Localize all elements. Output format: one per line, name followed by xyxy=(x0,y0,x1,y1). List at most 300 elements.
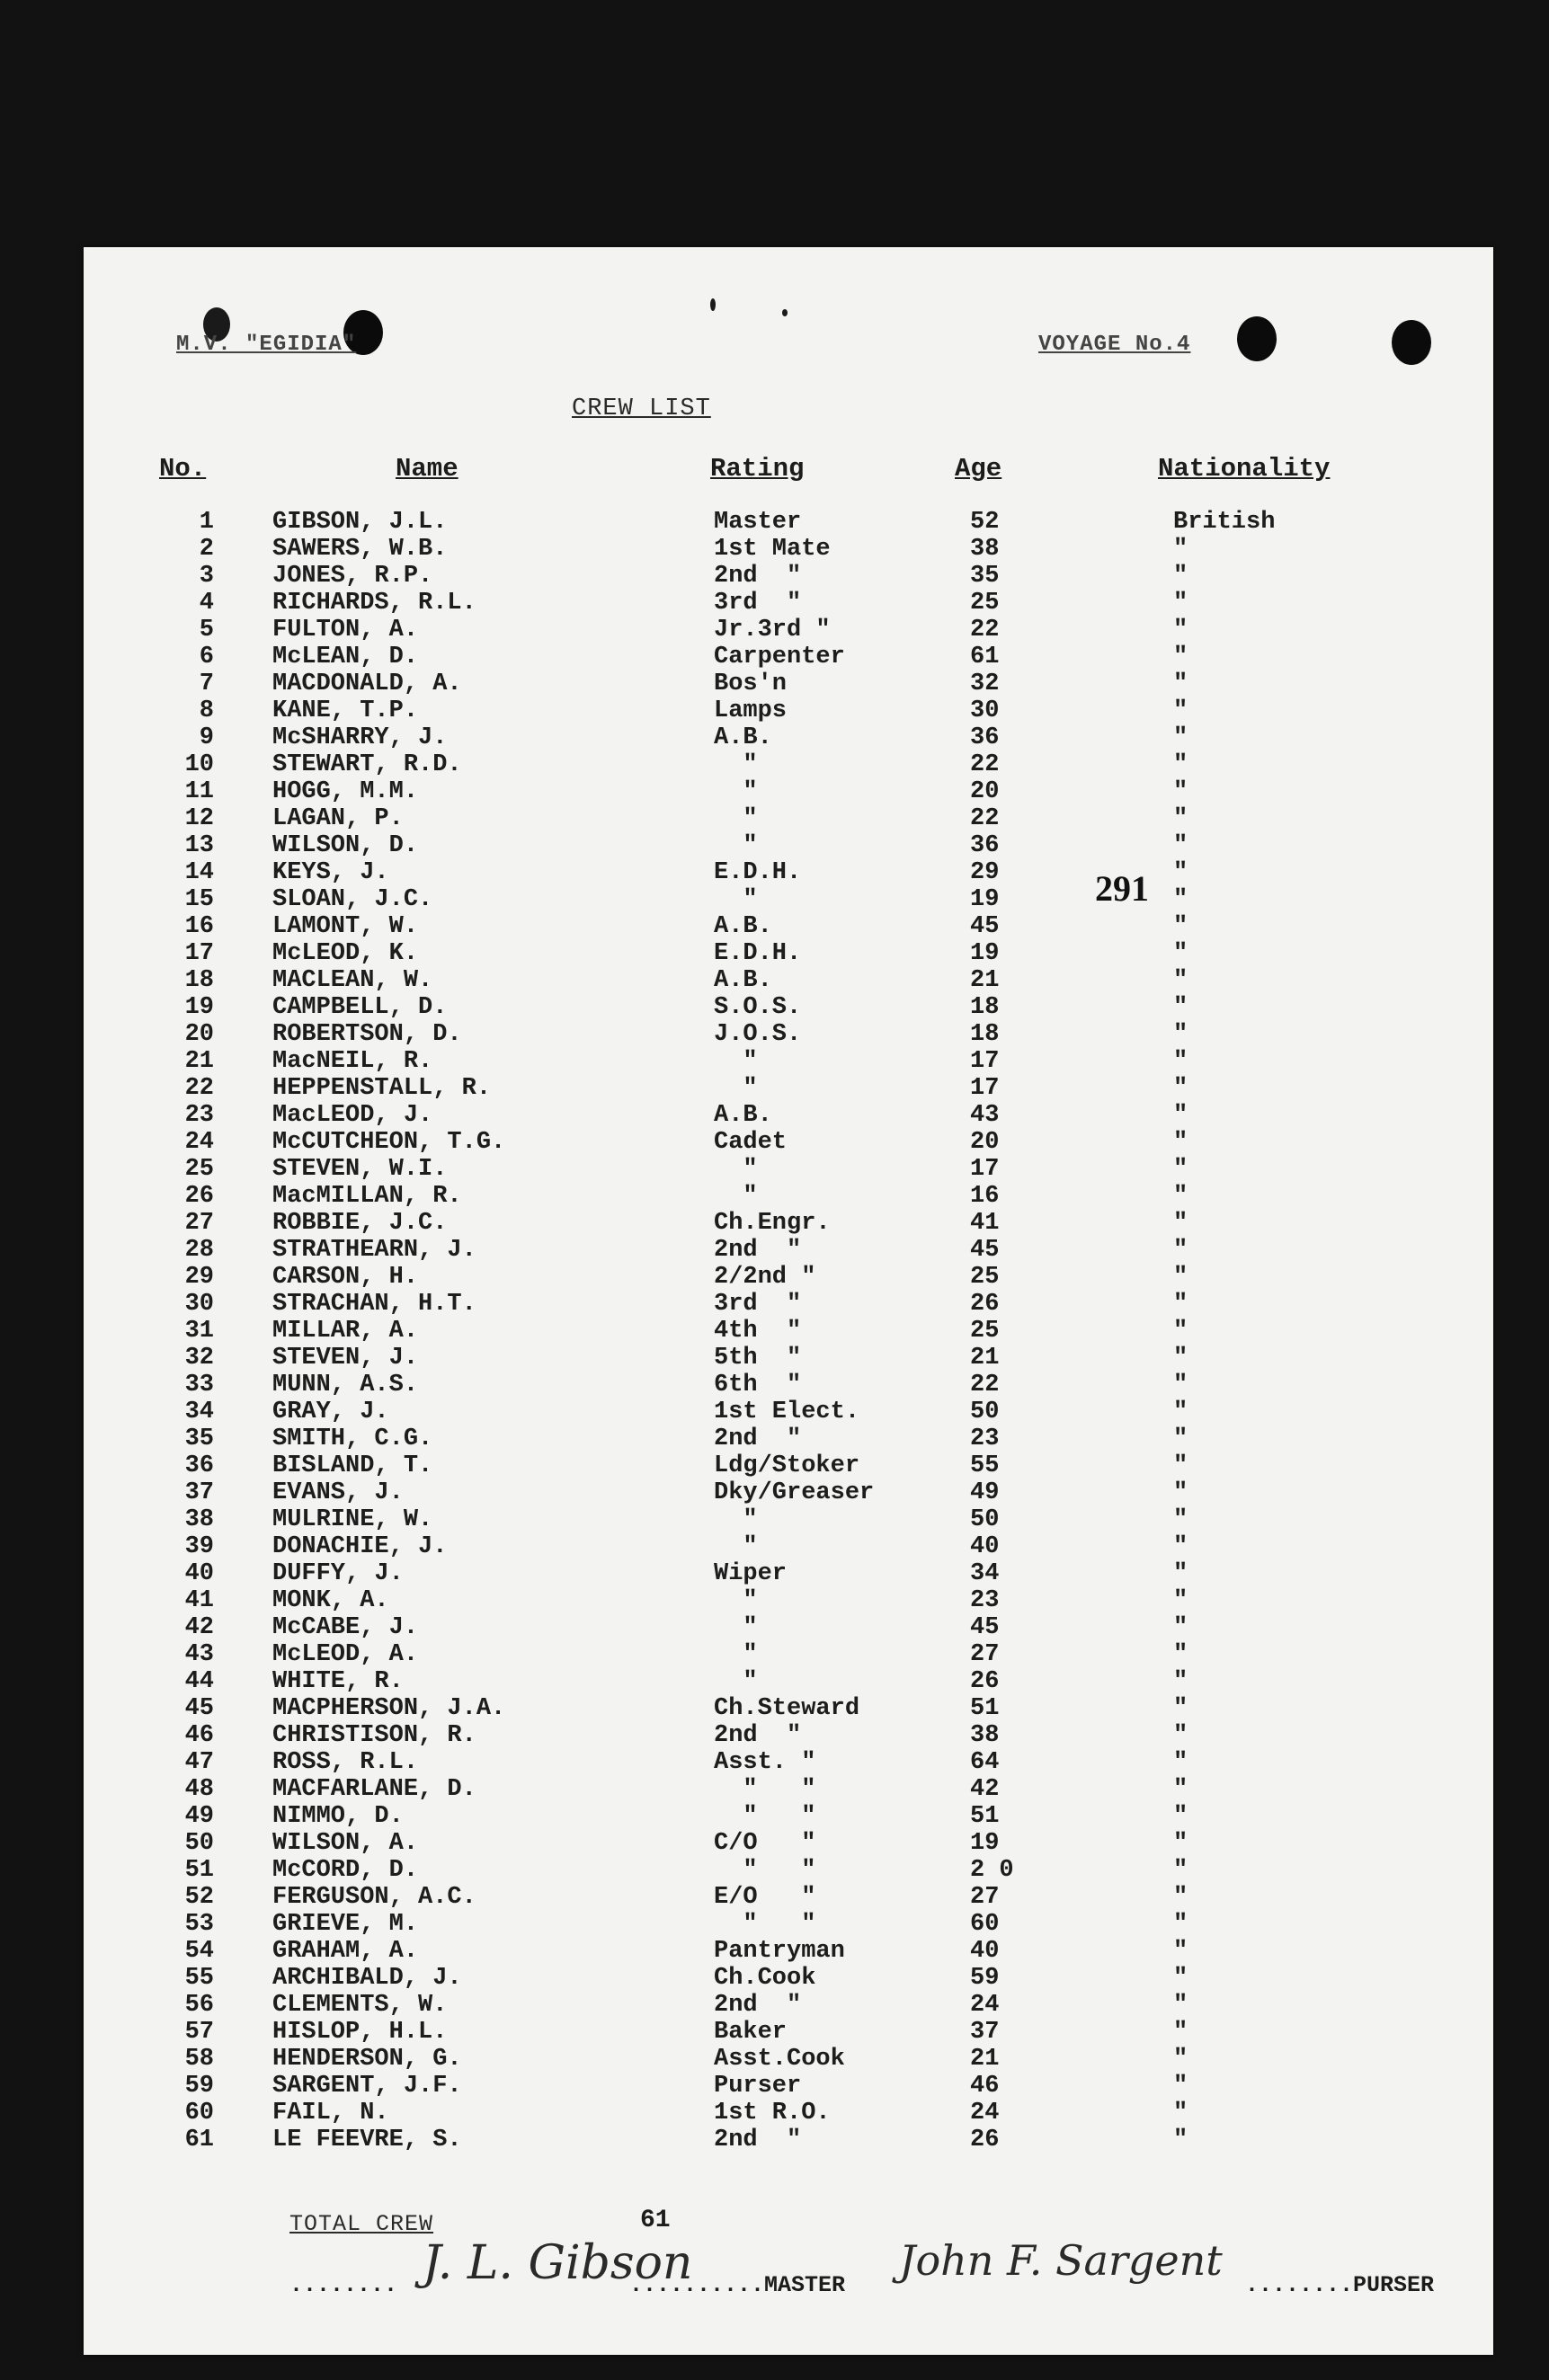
crew-name: MacMILLAN, R. xyxy=(272,1183,462,1210)
crew-age: 43 xyxy=(970,1102,1000,1129)
crew-age: 19 xyxy=(970,886,1000,913)
crew-rating: " xyxy=(714,1506,758,1533)
crew-nationality: " xyxy=(1173,1129,1188,1156)
table-row xyxy=(0,1399,1549,1425)
crew-name: SAWERS, W.B. xyxy=(272,536,448,563)
crew-no: 50 xyxy=(184,1830,214,1857)
table-row xyxy=(0,1183,1549,1210)
table-row xyxy=(0,2127,1549,2154)
table-row xyxy=(0,2019,1549,2046)
crew-nationality: " xyxy=(1173,805,1188,832)
crew-rating: 5th " xyxy=(714,1345,802,1372)
column-header-age: Age xyxy=(955,454,1002,484)
crew-nationality: " xyxy=(1173,563,1188,590)
crew-no: 37 xyxy=(184,1479,214,1506)
crew-no: 8 xyxy=(199,697,214,724)
crew-no: 22 xyxy=(184,1075,214,1102)
crew-name: McCORD, D. xyxy=(272,1857,419,1884)
column-header-name: Name xyxy=(396,454,458,484)
crew-name: CARSON, H. xyxy=(272,1264,419,1291)
crew-age: 36 xyxy=(970,832,1000,859)
table-row xyxy=(0,967,1549,994)
column-header-rating: Rating xyxy=(710,454,805,484)
crew-name: GIBSON, J.L. xyxy=(272,509,448,536)
ink-speck xyxy=(782,309,788,316)
crew-age: 19 xyxy=(970,1830,1000,1857)
table-row xyxy=(0,1803,1549,1830)
crew-name: STEWART, R.D. xyxy=(272,751,462,778)
crew-rating: Ch.Engr. xyxy=(714,1210,831,1237)
crew-no: 5 xyxy=(199,617,214,644)
crew-name: GRIEVE, M. xyxy=(272,1911,419,1938)
crew-rating: E/O " xyxy=(714,1884,816,1911)
table-row xyxy=(0,1102,1549,1129)
crew-nationality: " xyxy=(1173,1749,1188,1776)
crew-no: 11 xyxy=(184,778,214,805)
crew-age: 2 0 xyxy=(970,1857,1014,1884)
crew-nationality: " xyxy=(1173,859,1188,886)
crew-no: 57 xyxy=(184,2019,214,2046)
table-row xyxy=(0,1857,1549,1884)
crew-rating: 1st Elect. xyxy=(714,1399,860,1425)
crew-rating: 2nd " xyxy=(714,1992,802,2019)
crew-name: SARGENT, J.F. xyxy=(272,2073,462,2100)
crew-nationality: " xyxy=(1173,1425,1188,1452)
crew-name: CAMPBELL, D. xyxy=(272,994,448,1021)
table-row xyxy=(0,994,1549,1021)
crew-age: 49 xyxy=(970,1479,1000,1506)
crew-age: 40 xyxy=(970,1533,1000,1560)
crew-nationality: " xyxy=(1173,1992,1188,2019)
crew-nationality: " xyxy=(1173,1156,1188,1183)
crew-nationality: " xyxy=(1173,1372,1188,1399)
crew-nationality: " xyxy=(1173,1183,1188,1210)
crew-age: 34 xyxy=(970,1560,1000,1587)
crew-name: LE FEEVRE, S. xyxy=(272,2127,462,2154)
crew-nationality: " xyxy=(1173,1048,1188,1075)
crew-no: 27 xyxy=(184,1210,214,1237)
table-row xyxy=(0,1129,1549,1156)
crew-name: MUNN, A.S. xyxy=(272,1372,419,1399)
crew-name: FAIL, N. xyxy=(272,2100,389,2127)
crew-nationality: " xyxy=(1173,1102,1188,1129)
table-row xyxy=(0,1021,1549,1048)
table-row xyxy=(0,778,1549,805)
crew-rating: " xyxy=(714,1156,758,1183)
table-row xyxy=(0,1048,1549,1075)
crew-age: 51 xyxy=(970,1803,1000,1830)
crew-age: 17 xyxy=(970,1075,1000,1102)
crew-no: 44 xyxy=(184,1668,214,1695)
table-row xyxy=(0,1911,1549,1938)
crew-no: 21 xyxy=(184,1048,214,1075)
crew-no: 17 xyxy=(184,940,214,967)
crew-nationality: " xyxy=(1173,1075,1188,1102)
crew-rating: Dky/Greaser xyxy=(714,1479,875,1506)
master-signature: J. L. Gibson xyxy=(423,2236,693,2290)
crew-table xyxy=(0,509,1549,2154)
crew-no: 14 xyxy=(184,859,214,886)
crew-name: WILSON, D. xyxy=(272,832,419,859)
crew-name: MACFARLANE, D. xyxy=(272,1776,476,1803)
table-row xyxy=(0,1992,1549,2019)
crew-age: 23 xyxy=(970,1425,1000,1452)
crew-age: 59 xyxy=(970,1965,1000,1992)
crew-rating: " xyxy=(714,778,758,805)
table-row xyxy=(0,913,1549,940)
crew-rating: " xyxy=(714,1183,758,1210)
crew-nationality: " xyxy=(1173,590,1188,617)
crew-rating: " xyxy=(714,832,758,859)
crew-no: 55 xyxy=(184,1965,214,1992)
crew-age: 27 xyxy=(970,1641,1000,1668)
table-row xyxy=(0,1641,1549,1668)
table-row xyxy=(0,1749,1549,1776)
crew-nationality: " xyxy=(1173,697,1188,724)
crew-no: 15 xyxy=(184,886,214,913)
crew-no: 56 xyxy=(184,1992,214,2019)
crew-name: LAMONT, W. xyxy=(272,913,419,940)
crew-no: 29 xyxy=(184,1264,214,1291)
crew-nationality: " xyxy=(1173,2100,1188,2127)
table-row xyxy=(0,697,1549,724)
crew-age: 41 xyxy=(970,1210,1000,1237)
crew-nationality: " xyxy=(1173,967,1188,994)
crew-nationality: " xyxy=(1173,1641,1188,1668)
crew-rating: 2nd " xyxy=(714,1425,802,1452)
voyage-header: VOYAGE No.4 xyxy=(1038,333,1191,357)
crew-nationality: " xyxy=(1173,886,1188,913)
crew-nationality: " xyxy=(1173,1857,1188,1884)
crew-no: 52 xyxy=(184,1884,214,1911)
crew-rating: Purser xyxy=(714,2073,802,2100)
crew-age: 51 xyxy=(970,1695,1000,1722)
crew-name: STEVEN, J. xyxy=(272,1345,419,1372)
crew-nationality: " xyxy=(1173,1291,1188,1318)
crew-nationality: " xyxy=(1173,751,1188,778)
crew-name: KANE, T.P. xyxy=(272,697,419,724)
total-crew-label: TOTAL CREW xyxy=(289,2211,434,2237)
table-row xyxy=(0,563,1549,590)
table-row xyxy=(0,1830,1549,1857)
crew-name: ROSS, R.L. xyxy=(272,1749,419,1776)
crew-no: 59 xyxy=(184,2073,214,2100)
crew-rating: " " xyxy=(714,1803,816,1830)
crew-no: 41 xyxy=(184,1587,214,1614)
crew-age: 36 xyxy=(970,724,1000,751)
column-header-no: No. xyxy=(159,454,207,484)
crew-rating: " xyxy=(714,1668,758,1695)
crew-age: 22 xyxy=(970,805,1000,832)
crew-name: FULTON, A. xyxy=(272,617,419,644)
crew-age: 30 xyxy=(970,697,1000,724)
crew-name: GRAHAM, A. xyxy=(272,1938,419,1965)
crew-no: 60 xyxy=(184,2100,214,2127)
crew-nationality: " xyxy=(1173,1776,1188,1803)
crew-rating: 1st R.O. xyxy=(714,2100,831,2127)
crew-nationality: " xyxy=(1173,2127,1188,2154)
crew-age: 26 xyxy=(970,1291,1000,1318)
crew-rating: " xyxy=(714,1533,758,1560)
crew-name: MACDONALD, A. xyxy=(272,670,462,697)
crew-age: 18 xyxy=(970,1021,1000,1048)
crew-no: 58 xyxy=(184,2046,214,2073)
crew-rating: " xyxy=(714,1587,758,1614)
crew-no: 35 xyxy=(184,1425,214,1452)
crew-name: EVANS, J. xyxy=(272,1479,404,1506)
crew-rating: Wiper xyxy=(714,1560,788,1587)
crew-age: 24 xyxy=(970,1992,1000,2019)
crew-name: BISLAND, T. xyxy=(272,1452,433,1479)
crew-no: 40 xyxy=(184,1560,214,1587)
crew-rating: Baker xyxy=(714,2019,788,2046)
crew-name: GRAY, J. xyxy=(272,1399,389,1425)
crew-age: 24 xyxy=(970,2100,1000,2127)
crew-rating: Jr.3rd " xyxy=(714,617,831,644)
crew-no: 42 xyxy=(184,1614,214,1641)
crew-no: 38 xyxy=(184,1506,214,1533)
crew-rating: 2nd " xyxy=(714,1237,802,1264)
crew-name: FERGUSON, A.C. xyxy=(272,1884,476,1911)
crew-rating: E.D.H. xyxy=(714,940,802,967)
crew-age: 38 xyxy=(970,1722,1000,1749)
crew-nationality: " xyxy=(1173,670,1188,697)
crew-age: 23 xyxy=(970,1587,1000,1614)
table-row xyxy=(0,859,1549,886)
crew-nationality: " xyxy=(1173,1264,1188,1291)
crew-no: 39 xyxy=(184,1533,214,1560)
crew-nationality: " xyxy=(1173,1560,1188,1587)
crew-name: McLEOD, A. xyxy=(272,1641,419,1668)
crew-age: 32 xyxy=(970,670,1000,697)
punch-hole-far-right xyxy=(1392,320,1431,365)
crew-no: 7 xyxy=(199,670,214,697)
crew-no: 19 xyxy=(184,994,214,1021)
crew-nationality: " xyxy=(1173,832,1188,859)
vessel-header: M.V. "EGIDIA" xyxy=(176,333,357,357)
purser-label: ........PURSER xyxy=(1245,2272,1435,2298)
crew-nationality: " xyxy=(1173,1938,1188,1965)
crew-nationality: " xyxy=(1173,913,1188,940)
total-crew-value: 61 xyxy=(640,2207,671,2234)
crew-rating: 2nd " xyxy=(714,563,802,590)
table-row xyxy=(0,644,1549,670)
crew-age: 42 xyxy=(970,1776,1000,1803)
crew-rating: Ldg/Stoker xyxy=(714,1452,860,1479)
table-row xyxy=(0,1533,1549,1560)
crew-no: 34 xyxy=(184,1399,214,1425)
crew-rating: " " xyxy=(714,1776,816,1803)
crew-nationality: " xyxy=(1173,1452,1188,1479)
crew-no: 16 xyxy=(184,913,214,940)
crew-age: 25 xyxy=(970,1264,1000,1291)
crew-name: ROBERTSON, D. xyxy=(272,1021,462,1048)
table-row xyxy=(0,670,1549,697)
purser-signature: John F. Sargent xyxy=(899,2236,1223,2285)
crew-no: 43 xyxy=(184,1641,214,1668)
crew-nationality: " xyxy=(1173,644,1188,670)
table-row xyxy=(0,751,1549,778)
crew-age: 60 xyxy=(970,1911,1000,1938)
crew-rating: Bos'n xyxy=(714,670,788,697)
crew-age: 55 xyxy=(970,1452,1000,1479)
crew-rating: J.O.S. xyxy=(714,1021,802,1048)
table-row xyxy=(0,590,1549,617)
table-row xyxy=(0,1776,1549,1803)
ink-speck xyxy=(710,298,716,311)
document-title: CREW LIST xyxy=(572,395,711,422)
crew-nationality: " xyxy=(1173,940,1188,967)
crew-name: STEVEN, W.I. xyxy=(272,1156,448,1183)
crew-name: SLOAN, J.C. xyxy=(272,886,433,913)
crew-no: 1 xyxy=(199,509,214,536)
crew-name: KEYS, J. xyxy=(272,859,389,886)
crew-rating: A.B. xyxy=(714,1102,772,1129)
table-row xyxy=(0,1614,1549,1641)
crew-rating: 6th " xyxy=(714,1372,802,1399)
crew-age: 22 xyxy=(970,751,1000,778)
crew-name: HENDERSON, G. xyxy=(272,2046,462,2073)
crew-age: 25 xyxy=(970,590,1000,617)
table-row xyxy=(0,1722,1549,1749)
crew-age: 35 xyxy=(970,563,1000,590)
crew-name: McCABE, J. xyxy=(272,1614,419,1641)
crew-name: HEPPENSTALL, R. xyxy=(272,1075,492,1102)
crew-nationality: " xyxy=(1173,1803,1188,1830)
crew-no: 24 xyxy=(184,1129,214,1156)
crew-no: 49 xyxy=(184,1803,214,1830)
crew-nationality: British xyxy=(1173,509,1276,536)
crew-rating: Asst. " xyxy=(714,1749,816,1776)
crew-nationality: " xyxy=(1173,1695,1188,1722)
crew-rating: Cadet xyxy=(714,1129,788,1156)
crew-name: SMITH, C.G. xyxy=(272,1425,433,1452)
table-row xyxy=(0,1965,1549,1992)
crew-age: 22 xyxy=(970,617,1000,644)
crew-name: McLEAN, D. xyxy=(272,644,419,670)
crew-rating: Lamps xyxy=(714,697,788,724)
crew-name: McSHARRY, J. xyxy=(272,724,448,751)
crew-age: 64 xyxy=(970,1749,1000,1776)
crew-rating: A.B. xyxy=(714,724,772,751)
crew-name: MACPHERSON, J.A. xyxy=(272,1695,506,1722)
crew-name: DONACHIE, J. xyxy=(272,1533,448,1560)
crew-rating: " xyxy=(714,805,758,832)
crew-age: 26 xyxy=(970,1668,1000,1695)
crew-nationality: " xyxy=(1173,1614,1188,1641)
crew-rating: " xyxy=(714,1614,758,1641)
crew-nationality: " xyxy=(1173,1210,1188,1237)
crew-name: CHRISTISON, R. xyxy=(272,1722,476,1749)
crew-name: CLEMENTS, W. xyxy=(272,1992,448,2019)
crew-no: 3 xyxy=(199,563,214,590)
crew-name: ROBBIE, J.C. xyxy=(272,1210,448,1237)
crew-rating: 3rd " xyxy=(714,1291,802,1318)
crew-rating: A.B. xyxy=(714,913,772,940)
crew-rating: E.D.H. xyxy=(714,859,802,886)
crew-rating: " xyxy=(714,1641,758,1668)
crew-no: 30 xyxy=(184,1291,214,1318)
crew-name: DUFFY, J. xyxy=(272,1560,404,1587)
crew-rating: Pantryman xyxy=(714,1938,845,1965)
crew-nationality: " xyxy=(1173,1965,1188,1992)
crew-age: 17 xyxy=(970,1156,1000,1183)
crew-nationality: " xyxy=(1173,1722,1188,1749)
crew-nationality: " xyxy=(1173,2073,1188,2100)
table-row xyxy=(0,724,1549,751)
crew-age: 20 xyxy=(970,1129,1000,1156)
crew-nationality: " xyxy=(1173,994,1188,1021)
crew-age: 37 xyxy=(970,2019,1000,2046)
crew-nationality: " xyxy=(1173,536,1188,563)
crew-rating: " " xyxy=(714,1911,816,1938)
crew-age: 52 xyxy=(970,509,1000,536)
crew-name: McLEOD, K. xyxy=(272,940,419,967)
crew-nationality: " xyxy=(1173,1668,1188,1695)
crew-name: MACLEAN, W. xyxy=(272,967,433,994)
crew-nationality: " xyxy=(1173,1399,1188,1425)
master-signature-dots: ........ xyxy=(289,2272,398,2298)
table-row xyxy=(0,509,1549,536)
crew-age: 19 xyxy=(970,940,1000,967)
crew-nationality: " xyxy=(1173,778,1188,805)
crew-no: 18 xyxy=(184,967,214,994)
crew-no: 36 xyxy=(184,1452,214,1479)
crew-name: LAGAN, P. xyxy=(272,805,404,832)
crew-age: 20 xyxy=(970,778,1000,805)
crew-age: 46 xyxy=(970,2073,1000,2100)
crew-name: WILSON, A. xyxy=(272,1830,419,1857)
crew-age: 45 xyxy=(970,1614,1000,1641)
table-row xyxy=(0,1156,1549,1183)
crew-rating: Asst.Cook xyxy=(714,2046,845,2073)
crew-no: 26 xyxy=(184,1183,214,1210)
crew-nationality: " xyxy=(1173,1479,1188,1506)
table-row xyxy=(0,617,1549,644)
crew-age: 45 xyxy=(970,913,1000,940)
crew-no: 9 xyxy=(199,724,214,751)
crew-rating: Carpenter xyxy=(714,644,845,670)
table-row xyxy=(0,1587,1549,1614)
table-row xyxy=(0,1425,1549,1452)
crew-nationality: " xyxy=(1173,1237,1188,1264)
crew-nationality: " xyxy=(1173,1318,1188,1345)
crew-name: MacNEIL, R. xyxy=(272,1048,433,1075)
crew-age: 17 xyxy=(970,1048,1000,1075)
crew-name: McCUTCHEON, T.G. xyxy=(272,1129,506,1156)
crew-age: 61 xyxy=(970,644,1000,670)
crew-name: RICHARDS, R.L. xyxy=(272,590,476,617)
punch-hole-right xyxy=(1237,316,1277,361)
crew-rating: 4th " xyxy=(714,1318,802,1345)
crew-age: 45 xyxy=(970,1237,1000,1264)
crew-no: 13 xyxy=(184,832,214,859)
crew-nationality: " xyxy=(1173,1506,1188,1533)
crew-rating: Ch.Cook xyxy=(714,1965,816,1992)
crew-rating: C/O " xyxy=(714,1830,816,1857)
crew-no: 33 xyxy=(184,1372,214,1399)
table-row xyxy=(0,1938,1549,1965)
crew-age: 26 xyxy=(970,2127,1000,2154)
table-row xyxy=(0,1372,1549,1399)
table-row xyxy=(0,1264,1549,1291)
table-row xyxy=(0,1668,1549,1695)
crew-rating: Ch.Steward xyxy=(714,1695,860,1722)
crew-name: NIMMO, D. xyxy=(272,1803,404,1830)
crew-age: 18 xyxy=(970,994,1000,1021)
crew-rating: " " xyxy=(714,1857,816,1884)
crew-name: STRATHEARN, J. xyxy=(272,1237,476,1264)
